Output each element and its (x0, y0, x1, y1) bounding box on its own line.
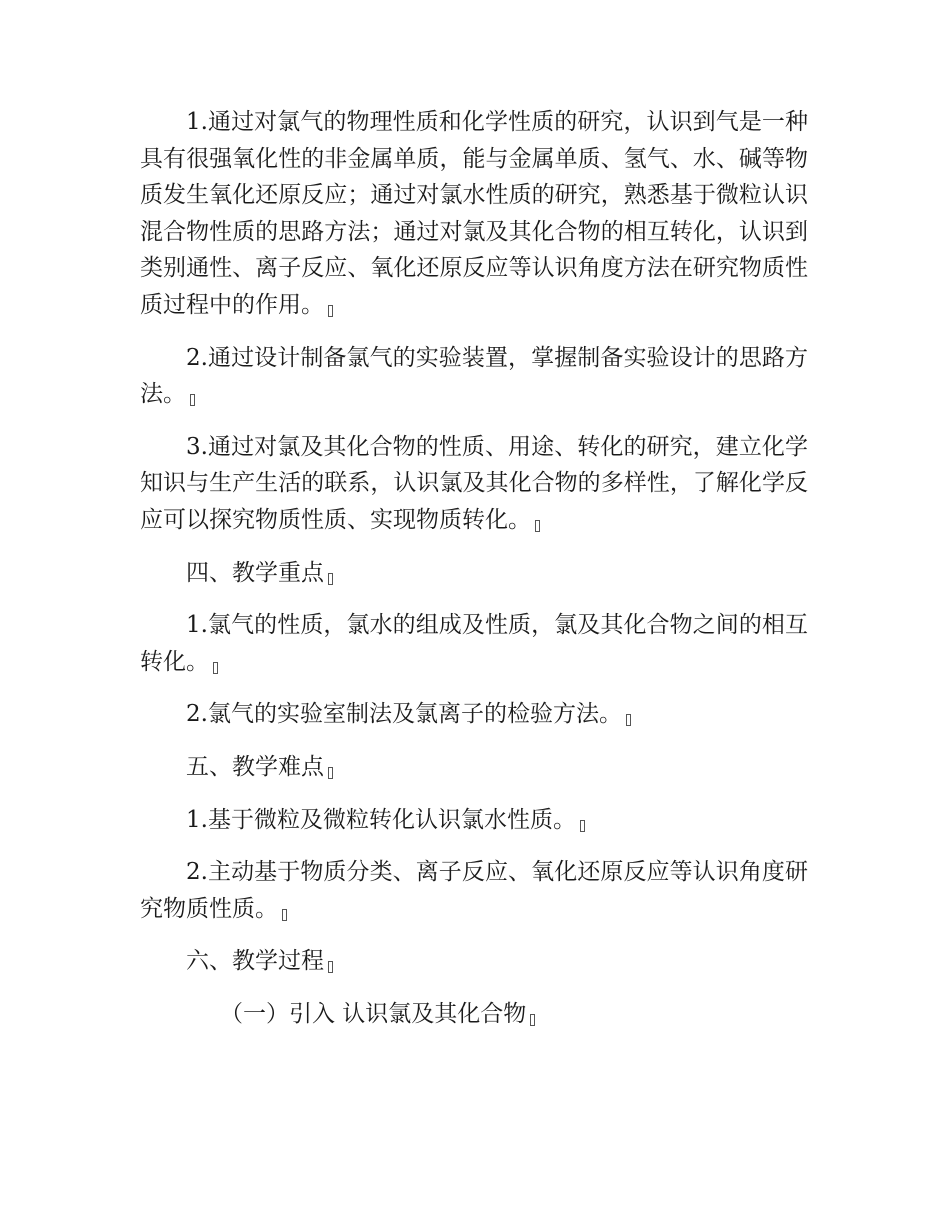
subsection-heading-introduction (140, 996, 808, 1033)
key-points-heading-text: 四、教学重点 (186, 559, 324, 586)
paragraph-mark-icon (328, 573, 333, 585)
paragraph-mark-icon (328, 305, 333, 317)
objective-text-2: 2.通过设计制备氯气的实验装置，掌握制备实验设计的思路方法。 (140, 344, 808, 408)
paragraph-mark-icon (282, 909, 287, 921)
objective-paragraph-1 (140, 104, 808, 324)
difficulty-text-2: 2.主动基于物质分类、离子反应、氧化还原反应等认识角度研究物质性质。 (140, 859, 808, 922)
difficulty-item-2 (140, 854, 808, 927)
paragraph-mark-icon (535, 520, 540, 532)
paragraph-mark-icon (213, 662, 218, 674)
introduction-heading-text: （一）引入 认识氯及其化合物 (220, 1000, 527, 1027)
objective-text-1: 1.通过对氯气的物理性质和化学性质的研究，认识到气是一种具有很强氧化性的非金属单质，能与金属单质、氢气、水、碱等物质发生氧化还原反应；通过对氯水性质的研究，熟悉基于微粒认识混合物性质的思路方法；通过对氯及其化合物的相互转化，认识到类别通性、离子反应、氧化还原反应等认识角度方法在研究物质性质过程中的作用。 (140, 109, 808, 318)
paragraph-mark-icon (626, 714, 631, 726)
difficulties-heading-text: 五、教学难点 (186, 753, 324, 780)
key-point-text-2: 2.氯气的实验室制法及氯离子的检验方法。 (186, 701, 622, 728)
key-point-text-1: 1.氯气的性质，氯水的组成及性质，氯及其化合物之间的相互转化。 (140, 612, 808, 675)
teaching-process-heading-text: 六、教学过程 (186, 948, 324, 975)
paragraph-mark-icon (328, 961, 333, 973)
section-heading-teaching-process (140, 943, 808, 980)
objective-paragraph-2 (140, 340, 808, 413)
paragraph-mark-icon (190, 394, 195, 406)
objective-paragraph-3 (140, 429, 808, 539)
paragraph-mark-icon (328, 767, 333, 779)
paragraph-mark-icon (580, 820, 585, 832)
section-heading-key-points (140, 555, 808, 592)
paragraph-mark-icon (530, 1014, 535, 1026)
difficulty-text-1: 1.基于微粒及微粒转化认识氯水性质。 (186, 806, 576, 833)
key-point-item-1 (140, 607, 808, 680)
key-point-item-2 (140, 696, 808, 733)
objective-text-3: 3.通过对氯及其化合物的性质、用途、转化的研究，建立化学知识与生产生活的联系，认识氯及其化合物的多样性，了解化学反应可以探究物质性质、实现物质转化。 (140, 433, 808, 533)
section-heading-difficulties (140, 749, 808, 786)
document-page (140, 104, 808, 1032)
difficulty-item-1 (140, 802, 808, 839)
